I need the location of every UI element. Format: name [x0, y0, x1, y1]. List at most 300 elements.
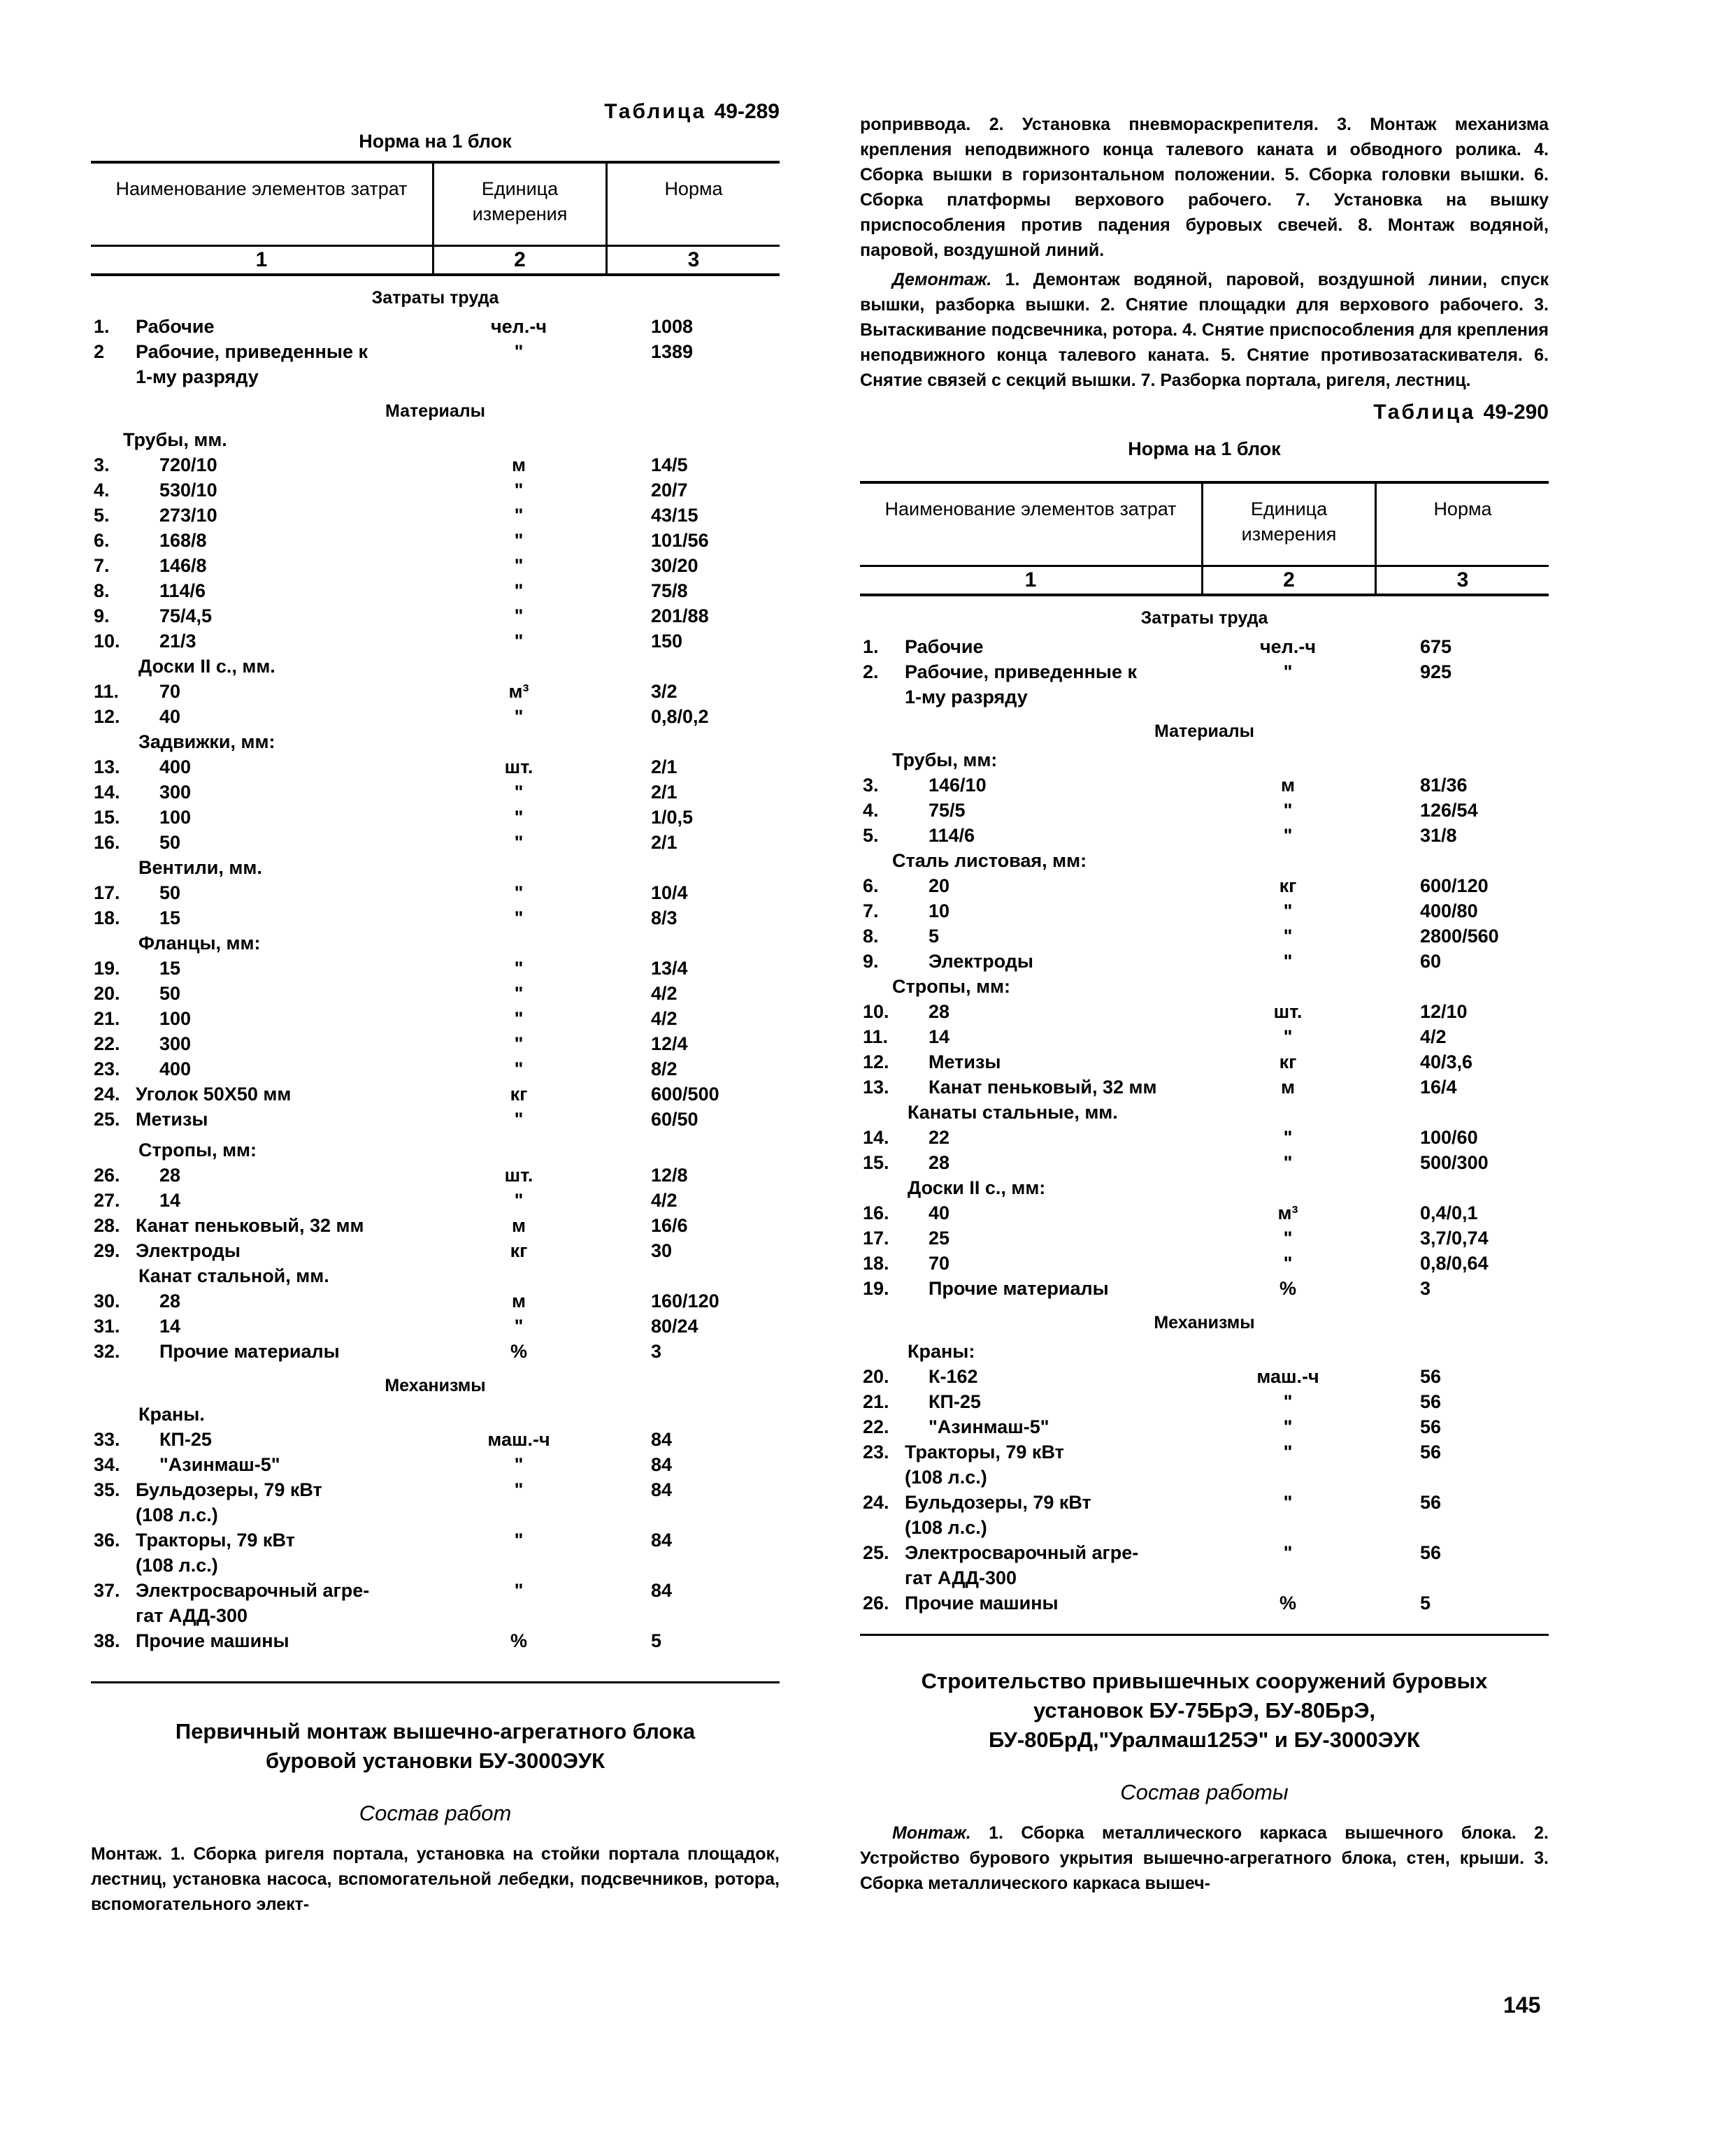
composition-title: Состав работы	[1120, 1780, 1289, 1804]
row-number: 18.	[94, 907, 120, 928]
table-end-rule	[860, 1634, 1549, 1636]
rows-labor	[91, 314, 780, 389]
row-name: 75/4,5	[159, 605, 213, 626]
row-unit: "	[1283, 1253, 1293, 1274]
composition-title: Состав работ	[359, 1801, 512, 1825]
row-number: 7.	[863, 900, 879, 921]
section-labor: Затраты труда	[371, 288, 499, 308]
row-number: 8.	[94, 580, 110, 601]
row-name: 5	[929, 926, 940, 947]
row-number: 4.	[94, 480, 110, 501]
table-row	[91, 1031, 780, 1056]
row-name: 400	[159, 756, 192, 777]
row-value: 126/54	[1420, 800, 1478, 821]
section-heading: Строительство привышечных сооружений буровых установок БУ-75БрЭ, БУ-80БрЭ, БУ-80БрД,"Уралмаш125Э" и БУ-3000ЭУК	[921, 1669, 1488, 1752]
table-row	[860, 873, 1549, 898]
table-row	[860, 1540, 1549, 1590]
rows-vent	[91, 880, 780, 930]
left-column	[91, 98, 780, 1917]
row-number: 26.	[863, 1593, 889, 1614]
section-mechanisms: Механизмы	[385, 1376, 486, 1395]
row-name: 28	[929, 1001, 950, 1022]
row-value: 5	[1420, 1593, 1431, 1614]
row-name: Канат пеньковый, 32 мм	[136, 1215, 364, 1236]
paragraph: роприввода. 2. Установка пневмораскрепителя. 3. Монтаж механизма крепления неподвижного конца талевого каната и обводного ролика. 4. Сборка вышки в горизонтальном положении. 5. Сборка головки вышки. 6. Сборка платформы верхового рабочего. 7. Установка на вышку приспособления против падения буровых свечей. 8. Монтаж водяной, паровой, воздушной линий.	[860, 115, 1549, 260]
subgroup-slings: Стропы, мм:	[892, 976, 1011, 997]
table-row	[860, 1150, 1549, 1175]
rows-flanges	[91, 956, 780, 1081]
table-row	[860, 823, 1549, 848]
subgroup-steelrope: Канат стальной, мм.	[138, 1265, 329, 1286]
row-value: 81/36	[1420, 775, 1468, 796]
row-number: 6.	[863, 875, 879, 896]
table-row	[91, 754, 780, 779]
row-name: 720/10	[159, 454, 217, 475]
row-name: 100	[159, 807, 192, 828]
subgroup-ropes: Канаты стальные, мм.	[908, 1102, 1118, 1123]
row-name: К-162	[929, 1366, 978, 1387]
table-row	[860, 1075, 1549, 1100]
row-unit: "	[1283, 951, 1293, 972]
table-row	[91, 1477, 780, 1528]
subgroup-slings: Стропы, мм:	[138, 1140, 257, 1160]
row-value: 4/2	[1420, 1026, 1447, 1047]
row-number: 16.	[863, 1202, 889, 1223]
rows-slings	[860, 999, 1549, 1100]
row-name: КП-25	[159, 1429, 212, 1450]
row-number: 22.	[863, 1416, 889, 1437]
row-value: 84	[651, 1454, 673, 1475]
row-unit: "	[514, 706, 524, 727]
row-number: 37.	[94, 1580, 120, 1601]
row-number: 8.	[863, 926, 879, 947]
row-value: 56	[1420, 1492, 1442, 1513]
table-row	[860, 898, 1549, 924]
row-number: 20.	[863, 1366, 889, 1387]
row-number: 20.	[94, 983, 120, 1004]
table-row	[860, 924, 1549, 949]
row-name: Рабочие, приведенные к 1-му разряду	[136, 341, 368, 387]
rows-pipes	[860, 772, 1549, 848]
row-unit: "	[514, 341, 524, 362]
rows-boards	[91, 679, 780, 729]
row-value: 16/6	[651, 1215, 688, 1236]
row-value: 56	[1420, 1416, 1442, 1437]
table-row	[860, 1200, 1549, 1226]
rows-slings	[91, 1163, 780, 1213]
row-name: 50	[159, 882, 181, 903]
section-heading: Первичный монтаж вышечно-агрегатного блока буровой установки БУ-3000ЭУК	[175, 1719, 696, 1773]
rows-steel	[860, 873, 1549, 974]
row-value: 84	[651, 1580, 673, 1601]
row-number: 35.	[94, 1479, 120, 1500]
row-name: Бульдозеры, 79 кВт (108 л.с.)	[905, 1492, 1091, 1538]
row-value: 4/2	[651, 1190, 678, 1211]
rows-misc2	[91, 1213, 780, 1263]
table-row	[860, 1439, 1549, 1490]
row-number: 19.	[863, 1278, 889, 1299]
row-number: 7.	[94, 555, 110, 576]
row-value: 101/56	[651, 530, 709, 551]
row-number: 9.	[863, 951, 879, 972]
row-value: 56	[1420, 1366, 1442, 1387]
row-name: 100	[159, 1008, 192, 1029]
table-row	[860, 1024, 1549, 1049]
row-value: 2/1	[651, 832, 678, 853]
row-name: Метизы	[929, 1051, 1001, 1072]
row-name: Рабочие	[905, 636, 984, 657]
row-name: КП-25	[929, 1391, 981, 1412]
header-norm: Норма	[605, 164, 780, 245]
table-row	[860, 798, 1549, 823]
table-row	[91, 805, 780, 830]
rows-steelrope	[91, 1288, 780, 1364]
row-value: 31/8	[1420, 825, 1457, 846]
row-unit: "	[514, 1109, 524, 1130]
row-value: 3	[1420, 1278, 1431, 1299]
row-number: 14.	[94, 782, 120, 803]
row-name: 14	[159, 1316, 181, 1337]
row-unit: м	[512, 454, 526, 475]
table-row	[860, 1125, 1549, 1150]
row-unit: "	[1283, 1492, 1293, 1513]
row-name: 50	[159, 832, 181, 853]
row-value: 2/1	[651, 782, 678, 803]
row-value: 3,7/0,74	[1420, 1228, 1489, 1249]
paragraph: Монтаж. 1. Сборка металлического каркаса вышечного блока. 2. Устройство бурового укрытия вышечно-агрегатного блока, стен, крыши. 3. Сборка металлического каркаса вышеч-	[860, 1823, 1549, 1893]
row-number: 24.	[94, 1084, 120, 1105]
row-name: Прочие материалы	[929, 1278, 1109, 1299]
row-number: 21.	[94, 1008, 120, 1029]
row-value: 5	[651, 1630, 662, 1651]
row-number: 29.	[94, 1240, 120, 1261]
row-value: 201/88	[651, 605, 709, 626]
subgroup-cranes: Краны:	[908, 1341, 975, 1362]
table-row	[860, 659, 1549, 710]
table-header	[860, 481, 1549, 596]
row-name: Рабочие	[136, 316, 215, 337]
subgroup-vent: Вентили, мм.	[138, 857, 262, 878]
section-materials: Материалы	[385, 401, 485, 421]
row-value: 30/20	[651, 555, 698, 576]
table-row	[860, 949, 1549, 974]
row-name: 20	[929, 875, 950, 896]
row-name: "Азинмаш-5"	[159, 1454, 280, 1475]
header-norm: Норма	[1375, 484, 1549, 565]
row-number: 36.	[94, 1530, 120, 1551]
subgroup-steel: Сталь листовая, мм:	[892, 850, 1087, 871]
row-number: 31.	[94, 1316, 120, 1337]
table-end-rule	[91, 1681, 780, 1683]
row-value: 12/8	[651, 1165, 688, 1186]
table-header	[91, 161, 780, 276]
row-number: 25.	[863, 1542, 889, 1563]
table-row	[91, 553, 780, 578]
row-value: 3	[651, 1341, 662, 1362]
table-row	[860, 1049, 1549, 1075]
row-name: 168/8	[159, 530, 207, 551]
row-unit: %	[510, 1630, 527, 1651]
row-name: Уголок 50Х50 мм	[136, 1084, 292, 1105]
row-value: 75/8	[651, 580, 688, 601]
row-name: Канат пеньковый, 32 мм	[929, 1077, 1157, 1098]
row-number: 16.	[94, 832, 120, 853]
row-number: 22.	[94, 1033, 120, 1054]
section-materials: Материалы	[1154, 721, 1254, 741]
table-row	[860, 634, 1549, 659]
table-number: Таблица 49-289	[604, 100, 780, 123]
row-value: 600/120	[1420, 875, 1489, 896]
table-row	[860, 1490, 1549, 1540]
row-number: 13.	[863, 1077, 889, 1098]
row-unit: шт.	[504, 1165, 533, 1186]
col-number: 2	[432, 247, 605, 273]
row-unit: "	[514, 907, 524, 928]
table-row	[91, 1188, 780, 1213]
row-unit: "	[1283, 1442, 1293, 1463]
rows-valves	[91, 754, 780, 855]
norm-title: Норма на 1 блок	[359, 131, 512, 152]
row-unit: "	[514, 1580, 524, 1601]
row-unit: маш.-ч	[1256, 1366, 1319, 1387]
subgroup-flanges: Фланцы, мм:	[138, 933, 261, 954]
row-value: 160/120	[651, 1291, 719, 1311]
row-value: 20/7	[651, 480, 688, 501]
row-name: 114/6	[159, 580, 206, 601]
row-number: 2	[94, 341, 105, 362]
row-number: 27.	[94, 1190, 120, 1211]
row-unit: "	[514, 983, 524, 1004]
rows-boards	[860, 1200, 1549, 1301]
table-row	[91, 1107, 780, 1132]
row-unit: м³	[508, 681, 529, 702]
row-number: 5.	[863, 825, 879, 846]
row-name: 28	[929, 1152, 950, 1173]
row-unit: "	[514, 631, 524, 652]
row-name: 28	[159, 1291, 181, 1311]
table-row	[91, 1081, 780, 1107]
row-unit: кг	[510, 1240, 528, 1261]
header-elements: Наименование элементов затрат	[115, 178, 408, 199]
row-unit: "	[1283, 661, 1293, 682]
table-row	[860, 1226, 1549, 1251]
row-unit: "	[514, 530, 524, 551]
row-unit: "	[514, 958, 524, 979]
table-row	[91, 880, 780, 905]
paragraph: Демонтаж. 1. Демонтаж водяной, паровой, воздушной линии, спуск вышки, разборка вышки. 2. Снятие площадки для верхового рабочего. 3. Вытаскивание подсвечника, ротора. 4. Снятие приспособления для крепления неподвижного конца талевого каната. 5. Снятие противозатаскивателя. 6. Снятие связей с секций вышки. 7. Разборка портала, ригеля, лестниц.	[860, 270, 1549, 390]
row-unit: %	[510, 1341, 527, 1362]
row-value: 56	[1420, 1391, 1442, 1412]
row-value: 56	[1420, 1442, 1442, 1463]
row-number: 12.	[863, 1051, 889, 1072]
row-name: Тракторы, 79 кВт (108 л.с.)	[905, 1442, 1064, 1488]
row-name: 146/8	[159, 555, 207, 576]
table-row	[91, 503, 780, 528]
row-name: 22	[929, 1127, 950, 1148]
row-unit: м³	[1277, 1202, 1298, 1223]
row-unit: "	[514, 480, 524, 501]
row-unit: "	[1283, 1026, 1293, 1047]
row-value: 84	[651, 1530, 673, 1551]
table-row	[91, 981, 780, 1006]
row-unit: "	[514, 1033, 524, 1054]
row-value: 4/2	[651, 1008, 678, 1029]
row-number: 38.	[94, 1630, 120, 1651]
norm-title: Норма на 1 блок	[1128, 438, 1281, 459]
row-unit: "	[1283, 926, 1293, 947]
row-value: 8/3	[651, 907, 678, 928]
row-name: Прочие машины	[136, 1630, 289, 1651]
row-value: 500/300	[1420, 1152, 1489, 1173]
row-value: 40/3,6	[1420, 1051, 1473, 1072]
right-column	[860, 112, 1549, 1896]
row-unit: "	[514, 1454, 524, 1475]
table-row	[91, 603, 780, 628]
row-unit: "	[514, 505, 524, 526]
row-number: 15.	[94, 807, 120, 828]
row-number: 19.	[94, 958, 120, 979]
row-name: 21/3	[159, 631, 196, 652]
rows-misc	[91, 1081, 780, 1132]
row-value: 60	[1420, 951, 1442, 972]
row-number: 3.	[94, 454, 110, 475]
table-row	[91, 452, 780, 477]
row-number: 17.	[863, 1228, 889, 1249]
section-labor: Затраты труда	[1140, 608, 1268, 628]
row-number: 26.	[94, 1165, 120, 1186]
row-unit: "	[1283, 1542, 1293, 1563]
subgroup-pipes: Трубы, мм.	[123, 429, 227, 450]
row-number: 18.	[863, 1253, 889, 1274]
row-unit: "	[1283, 825, 1293, 846]
row-name: 114/6	[929, 825, 975, 846]
row-unit: "	[514, 1058, 524, 1079]
table-row	[91, 1056, 780, 1081]
row-name: 28	[159, 1165, 181, 1186]
col-number: 3	[1375, 567, 1549, 594]
table-row	[91, 905, 780, 930]
row-unit: "	[514, 1479, 524, 1500]
row-unit: "	[514, 605, 524, 626]
row-name: 14	[929, 1026, 950, 1047]
row-unit: "	[514, 1008, 524, 1029]
table-row	[91, 1628, 780, 1653]
row-value: 0,8/0,64	[1420, 1253, 1489, 1274]
row-unit: шт.	[504, 756, 533, 777]
row-value: 12/10	[1420, 1001, 1468, 1022]
row-number: 12.	[94, 706, 120, 727]
row-unit: "	[514, 807, 524, 828]
table-row	[91, 704, 780, 729]
table-row	[860, 1276, 1549, 1301]
row-unit: чел.-ч	[1259, 636, 1316, 657]
row-value: 2800/560	[1420, 926, 1499, 947]
row-unit: м	[512, 1215, 526, 1236]
table-row	[91, 779, 780, 805]
header-elements: Наименование элементов затрат	[884, 498, 1177, 519]
row-number: 11.	[94, 681, 120, 702]
row-unit: "	[514, 1530, 524, 1551]
row-unit: %	[1279, 1593, 1296, 1614]
row-name: 40	[159, 706, 181, 727]
row-number: 15.	[863, 1152, 889, 1173]
row-unit: м	[512, 1291, 526, 1311]
row-name: Рабочие, приведенные к 1-му разряду	[905, 661, 1137, 707]
row-name: 400	[159, 1058, 192, 1079]
table-row	[91, 1238, 780, 1263]
row-name: 14	[159, 1190, 181, 1211]
rows-cranes	[91, 1427, 780, 1477]
table-row	[91, 1528, 780, 1578]
row-unit: "	[1283, 1391, 1293, 1412]
row-unit: м	[1281, 775, 1295, 796]
row-name: 25	[929, 1228, 950, 1249]
row-name: 300	[159, 782, 192, 803]
rows-mech	[91, 1477, 780, 1653]
header-unit: Единица измерения	[1201, 484, 1375, 565]
row-name: Бульдозеры, 79 кВт (108 л.с.)	[136, 1479, 322, 1525]
row-name: 15	[159, 958, 181, 979]
row-number: 1.	[94, 316, 110, 337]
row-value: 60/50	[651, 1109, 698, 1130]
row-number: 24.	[863, 1492, 889, 1513]
row-value: 100/60	[1420, 1127, 1478, 1148]
row-name: 75/5	[929, 800, 966, 821]
row-unit: "	[514, 1190, 524, 1211]
row-name: 146/10	[929, 775, 987, 796]
table-number: Таблица 49-290	[1373, 401, 1549, 424]
table-row	[91, 339, 780, 389]
row-unit: кг	[510, 1084, 528, 1105]
row-number: 28.	[94, 1215, 120, 1236]
row-name: 15	[159, 907, 181, 928]
row-number: 33.	[94, 1429, 120, 1450]
table-row	[91, 1213, 780, 1238]
table-row	[91, 956, 780, 981]
row-value: 1/0,5	[651, 807, 694, 828]
row-name: Электросварочный агре- гат АДД-300	[136, 1580, 370, 1626]
row-value: 56	[1420, 1542, 1442, 1563]
row-name: Метизы	[136, 1109, 208, 1130]
row-name: 50	[159, 983, 181, 1004]
row-unit: кг	[1279, 875, 1297, 896]
row-number: 25.	[94, 1109, 120, 1130]
col-number: 2	[1201, 567, 1375, 594]
subgroup-pipes: Трубы, мм:	[892, 749, 998, 770]
row-name: 40	[929, 1202, 950, 1223]
table-row	[860, 1364, 1549, 1389]
row-number: 10.	[94, 631, 120, 652]
rows-mech	[860, 1439, 1549, 1616]
header-unit: Единица измерения	[432, 164, 605, 245]
row-value: 600/500	[651, 1084, 719, 1105]
row-unit: "	[514, 882, 524, 903]
table-row	[91, 1288, 780, 1314]
row-value: 12/4	[651, 1033, 688, 1054]
row-number: 32.	[94, 1341, 120, 1362]
row-value: 1389	[651, 341, 694, 362]
table-row	[860, 1590, 1549, 1616]
row-name: 300	[159, 1033, 192, 1054]
row-value: 675	[1420, 636, 1452, 657]
row-name: 10	[929, 900, 950, 921]
row-unit: "	[1283, 1127, 1293, 1148]
row-value: 150	[651, 631, 683, 652]
row-name: 530/10	[159, 480, 217, 501]
row-number: 30.	[94, 1291, 120, 1311]
table-row	[860, 1389, 1549, 1414]
row-value: 16/4	[1420, 1077, 1457, 1098]
